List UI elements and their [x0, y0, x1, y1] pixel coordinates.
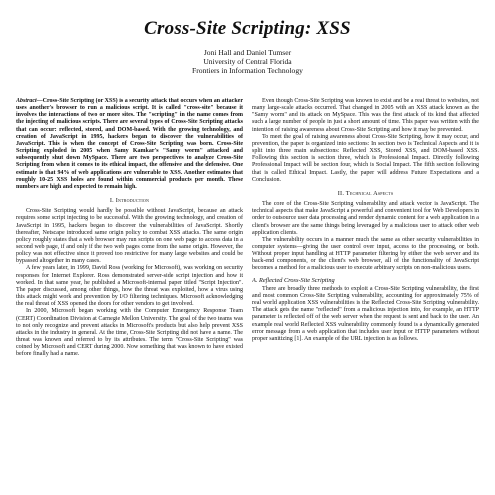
- paper-title: Cross-Site Scripting: XSS: [144, 18, 351, 39]
- section-heading-introduction: I. Introduction: [109, 197, 150, 205]
- body-paragraph: In 2000, Microsoft began working with the Computer Emergency Response Team (CERT) Coordination Division at Carnegie Mellon University. The goal of the two teams was to not only recognize and prevent attacks in Microsoft's products but also help prevent XSS attacks in the industry in general. At the time, Cross-Site Scripting did not have a name. The threat was known and referred to by its attributes. The term "Cross-Site Scripting" was coined by Microsoft and CERT during 2000. Now something that was known to have existed before finally had a name.: [16, 308, 243, 358]
- body-paragraph: Cross-Site Scripting would hardly be possible without JavaScript, because an attack requires some script injecting to be successful. With the growing technology, and creation of JavaScript in 1995, hackers began to discover the vulnerabilities of JavaScript. Shortly thereafter, Netscape introduced same origin policy to combat XSS attacks. The same origin policy roughly states that a web browser may run scripts on one web page to access data in a second web page, if and only if the two web pages come from the same origin. However, the policy was not effective since it proved too restrictive for many large websites and could be bypassed altogether in many cases.: [16, 208, 243, 265]
- section-heading-technical-aspects: II. Technical Aspects: [337, 189, 394, 197]
- author-block: [0, 48, 495, 76]
- body-paragraph: Even though Cross-Site Scripting was known to exist and be a real threat to websites, not many large-scale attacks occurred. That changed in 2005 with an XSS attack known as the "Samy worm" and its attack on MySpace. This was the first attack of its kind that affected such a large number of people in just a short amount of time. This paper was written with the intention of raising awareness about Cross-Site Scripting and how it may be prevented.: [252, 98, 479, 133]
- right-column: [252, 98, 479, 490]
- body-paragraph: The vulnerability occurs in a manner much the same as other security vulnerabilities in computer systems—giving the user control over input, access to the processing, or both. Without proper input handling at HTTP parameter filtering by either the web server and its back-end components, or the client's web browser, all of the functionality of JavaScript becomes a method for a malicious user to execute arbitrary scripts on non-malicious users.: [252, 236, 479, 272]
- body-paragraph: A few years later, in 1999, David Ross (working for Microsoft), was working on security responses for Internet Explorer. Ross demonstrated server-side script injection and how it worked. In that same year, he published a Microsoft-internal paper titled "Script Injection". The paper discussed, among other things, how the threat was exploited, how a virus using this attack might work and prevention by I/O filtering techniques. Microsoft acknowledging the real threat of XSS opened the doors for other vendors to get involved.: [16, 265, 243, 308]
- abstract: [16, 98, 243, 191]
- abstract-label: Abstract—: [16, 98, 43, 104]
- body-paragraph: The core of the Cross-Site Scripting vulnerability and attack vector is JavaScript. The technical aspects that make JavaScript a powerful and convenient tool for Web Developers in order to outsource user data processing and render dynamic content for a web application in a client's browser are the same things being leveraged by a malicious user to attack other web application clients.: [252, 201, 479, 236]
- affiliation-university: University of Central Florida: [203, 57, 292, 67]
- body-paragraph: To meet the goal of raising awareness about Cross-Site Scripting, how it may occur, and prevention, the paper is organized into sections: In section two is Technical Aspects and it is split into three main subsections: Reflected XSS, Stored XSS, and DOM-based XSS. Following this section is section three, which is Professional Impact. Directly following Professional Impact will be section four, which is Social Impact. The fifth section following that is called Ethical Impact. Lastly, the paper will address Future Expectations and a Conclusion.: [252, 133, 479, 183]
- affiliation-program: Frontiers in Information Technology: [192, 66, 303, 76]
- body-paragraph: There are broadly three methods to exploit a Cross-Site Scripting vulnerability, the first and most common Cross-Site Scripting vulnerability, accounting for approximately 75% of real world application XSS vulnerabilities is the Reflected Cross-Site Scripting vulnerability. The attack gets the name "reflected" from a malicious injection into, for example, an HTTP parameter is reflected off of the web server when the request is sent and back to the user. An example real world Reflected XSS vulnerability commonly found is a dynamically generated error message from a web application that includes user input or HTTP parameters without proper sanitizing [1]. An example of the URL injection is as follows.: [252, 285, 479, 342]
- left-column: [16, 98, 243, 490]
- abstract-text: Cross-Site Scripting (or XSS) is a security attack that occurs when an attacker uses another's browser to run a malicious script. It is called "cross-site" because it involves the interactions of two or more sites. The "scripting" in the name comes from the injecting of malicious scripts. There are several types of Cross-Site Scripting attacks that can occur: reflected, stored, and DOM-based. With the growing technology, and creation of JavaScript in 1995, hackers began to discover the vulnerabilities of JavaScript. This is when the concept of Cross-Site Scripting was born. Cross-Site Scripting exploded in 2005 when Samy Kamkar's "Samy worm" attacked and subsequently shut down MySpace. There are two perspectives to analyze Cross-Site Scripting from when it comes to its ethical impact, the offensive and the defensive. One estimate is that 94% of web applications are vulnerable to XSS. Another estimates that roughly 10-25 XSS holes are found within commercial products per month. These numbers are high and expected to remain high.: [16, 98, 243, 190]
- author-names: Joni Hall and Daniel Tumser: [203, 48, 292, 57]
- subsection-heading-reflected-xss: A. Reflected Cross-Site Scripting: [252, 276, 335, 284]
